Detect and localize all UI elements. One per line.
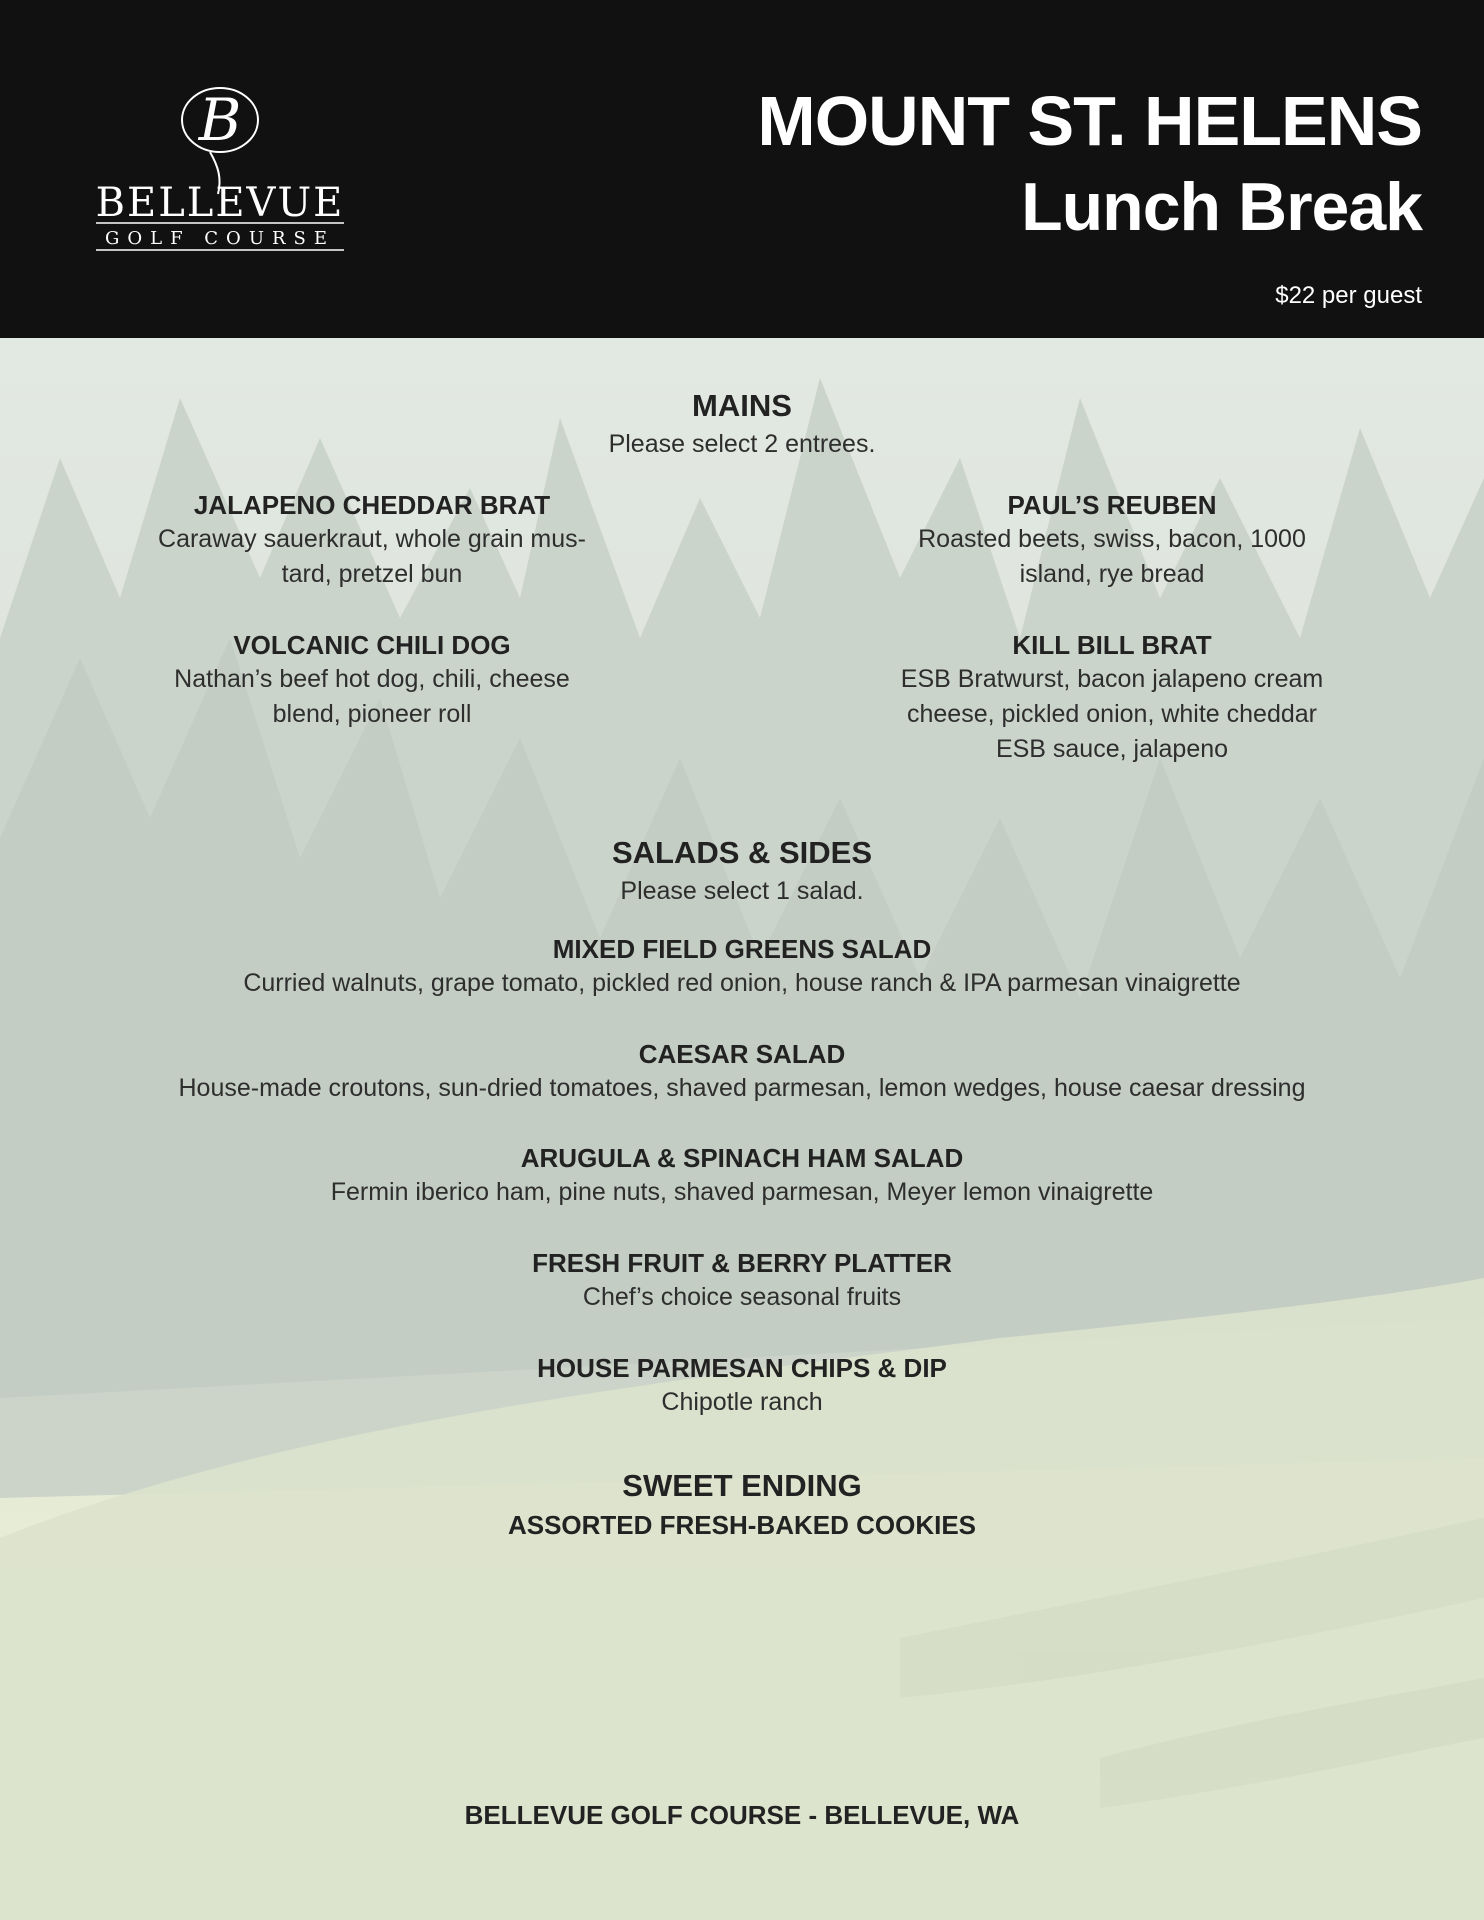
mains-note: Please select 2 entrees. (608, 430, 876, 458)
item-name: FRESH FRUIT & BERRY PLATTER (532, 1248, 952, 1278)
item-name: ASSORTED FRESH-BAKED COOKIES (507, 1510, 977, 1540)
side-item-chips-dip (0, 1351, 1484, 1420)
mains-title: MAINS (692, 388, 792, 423)
menu-title (757, 78, 1422, 250)
price-per-guest: $22 per guest (1275, 282, 1422, 309)
item-desc: Caraway sauerkraut, whole grain mus- (158, 525, 586, 553)
item-desc: island, rye bread (1019, 560, 1205, 588)
footer-location: BELLEVUE GOLF COURSE - BELLEVUE, WA (464, 1800, 1020, 1830)
item-name: CAESAR SALAD (638, 1039, 846, 1069)
item-name: KILL BILL BRAT (1012, 630, 1212, 660)
dessert-item-cookies (0, 1508, 1484, 1542)
menu-header (0, 0, 1484, 338)
menu-content (0, 338, 1484, 1920)
item-desc: House-made croutons, sun-dried tomatoes, shaved parmesan, lemon wedges, house caesar dressing (178, 1074, 1306, 1102)
item-desc: Chipotle ranch (661, 1388, 823, 1416)
main-item-pauls-reuben (852, 488, 1372, 592)
item-name: JALAPENO CHEDDAR BRAT (193, 490, 551, 520)
item-name: ARUGULA & SPINACH HAM SALAD (520, 1143, 964, 1173)
item-name: VOLCANIC CHILI DOG (233, 630, 511, 660)
item-desc: Chef’s choice seasonal fruits (582, 1283, 902, 1311)
logo-name: BELLEVUE (95, 180, 345, 226)
item-desc: blend, pioneer roll (272, 700, 472, 728)
item-desc: cheese, pickled onion, white cheddar (907, 700, 1317, 728)
salads-note: Please select 1 salad. (620, 877, 864, 905)
title-line-1: MOUNT ST. HELENS (757, 82, 1422, 160)
dessert-title: SWEET ENDING (622, 1468, 862, 1503)
bellevue-logo (90, 78, 350, 258)
item-desc: Fermin iberico ham, pine nuts, shaved parmesan, Meyer lemon vinaigrette (330, 1178, 1154, 1206)
item-desc: tard, pretzel bun (281, 560, 463, 588)
main-item-jalapeno-brat (112, 488, 632, 592)
salad-item-mixed-greens (0, 932, 1484, 1001)
salads-title: SALADS & SIDES (611, 835, 873, 870)
title-line-2: Lunch Break (1021, 169, 1422, 245)
item-desc: Curried walnuts, grape tomato, pickled red onion, house ranch & IPA parmesan vinaigrette (243, 969, 1241, 997)
logo-subtitle: GOLF COURSE (104, 228, 336, 249)
logo-monogram: B (198, 86, 242, 154)
item-desc: Roasted beets, swiss, bacon, 1000 (918, 525, 1306, 553)
side-item-fruit-platter (0, 1246, 1484, 1315)
item-desc: ESB sauce, jalapeno (995, 735, 1229, 763)
item-name: MIXED FIELD GREENS SALAD (552, 934, 932, 964)
item-desc: ESB Bratwurst, bacon jalapeno cream (900, 665, 1324, 693)
main-item-chili-dog (112, 628, 632, 732)
salad-item-arugula-ham (0, 1141, 1484, 1210)
main-item-kill-bill-brat (852, 628, 1372, 767)
item-desc: Nathan’s beef hot dog, chili, cheese (174, 665, 570, 693)
salad-item-caesar (0, 1037, 1484, 1106)
item-name: PAUL’S REUBEN (1007, 490, 1217, 520)
item-name: HOUSE PARMESAN CHIPS & DIP (537, 1353, 947, 1383)
